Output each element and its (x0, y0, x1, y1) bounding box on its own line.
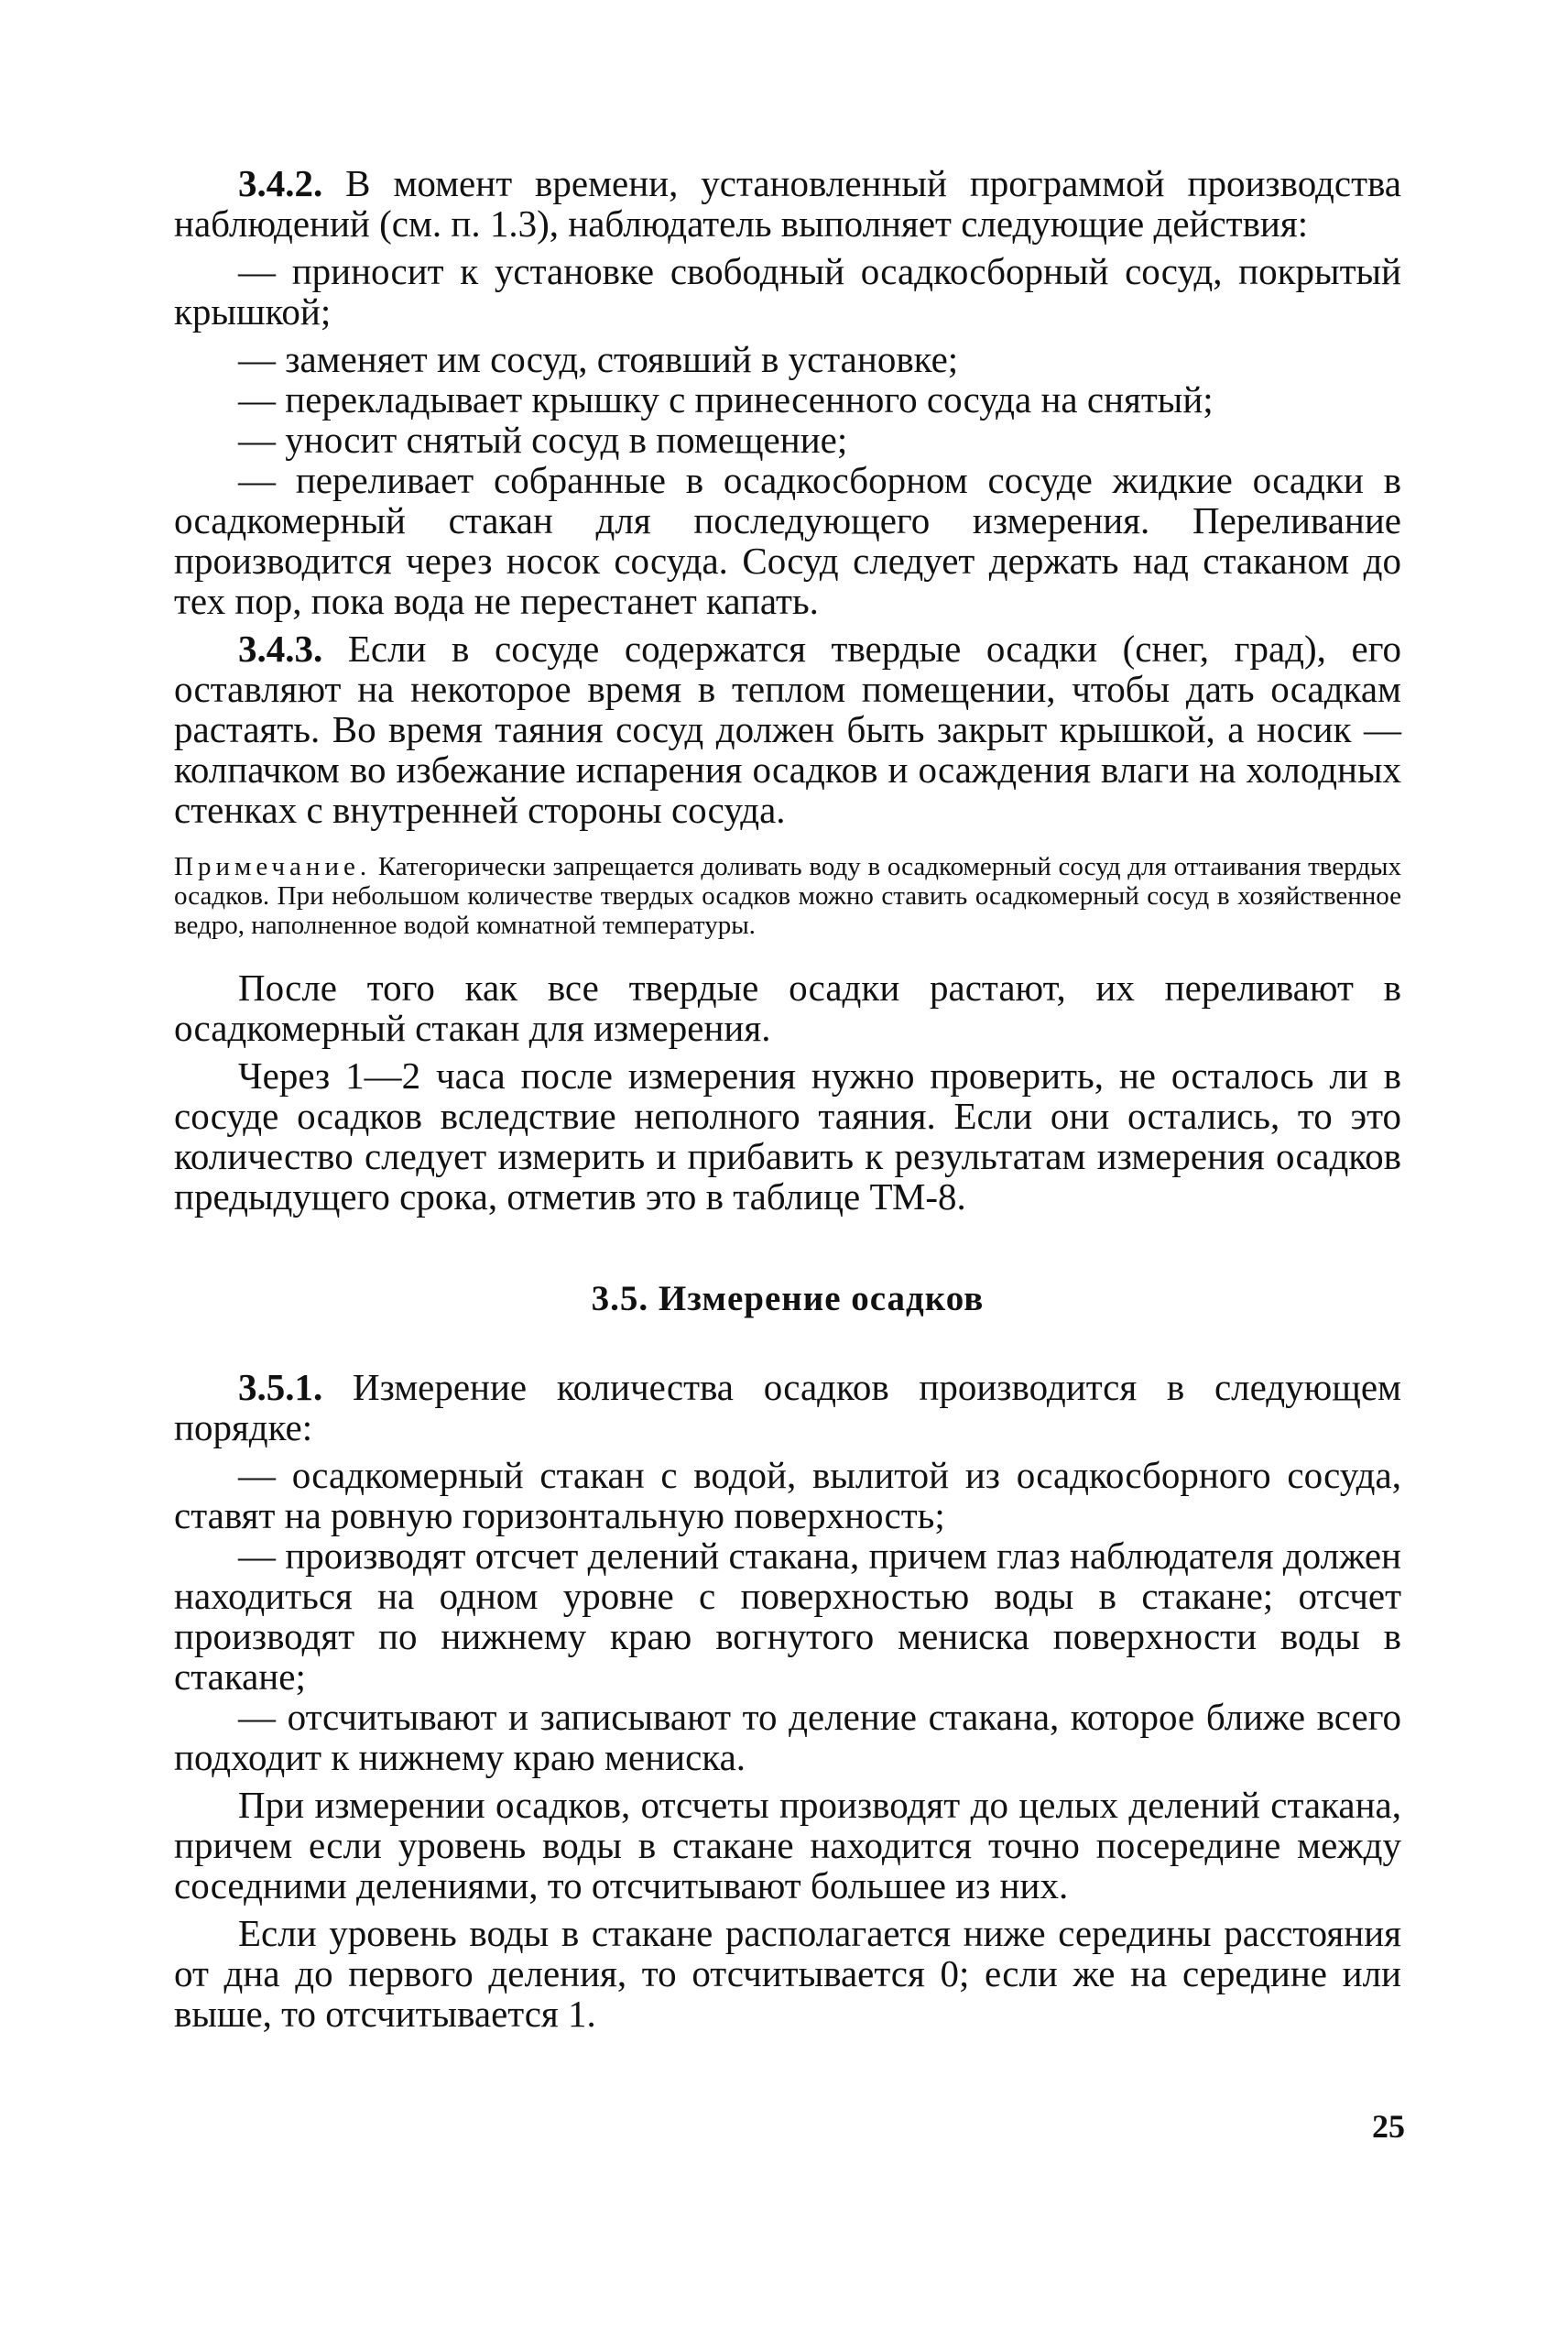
page-number: 25 (1372, 2108, 1405, 2145)
paragraph-3-4-3 (174, 628, 1401, 830)
document-page (174, 163, 1401, 2034)
paragraph-3-5-1 (174, 1367, 1401, 1448)
paragraph-zero: Если уровень воды в стакане располагается ниже середины расстояния от дна до первого деления, то отсчитывается 0; если же на середине или выше, то отсчитывается 1. (174, 1912, 1401, 2035)
list-item: — переливает собранные в осадкосборном сосуде жидкие осадки в осадкомерный стакан для последующего измерения. Переливание производится через носок сосуда. Сосуд следует держать над стаканом до тех пор, пока вода не перестанет капать. (174, 459, 1401, 622)
list-item: — заменяет им сосуд, стоявший в установке; (238, 338, 959, 380)
list-item: — производят отсчет делений стакана, причем глаз наблюдателя должен находиться на одном уровне с поверхностью воды в стакане; отсчет производят по нижнему краю вогнутого мениска поверхности воды в стакане; (174, 1535, 1401, 1698)
clause-text-3-5-1: Измерение количества осадков производится в следующем порядке: (174, 1366, 1401, 1448)
list-item: — уносит снятый сосуд в помещение; (238, 419, 848, 461)
clause-number-3-4-3: 3.4.3. (238, 628, 323, 670)
clause-text-3-4-2: В момент времени, установленный программой производства наблюдений (см. п. 1.3), наблюдатель выполняет следующие действия: (174, 162, 1401, 245)
list-item: — отсчитывают и записывают то деление стакана, которое ближе всего подходит к нижнему краю мениска. (174, 1696, 1401, 1778)
paragraph-rounding: При измерении осадков, отсчеты производят до целых делений стакана, причем если уровень воды в стакане находится точно посередине между соседними делениями, то отсчитывают большее из них. (174, 1784, 1401, 1906)
clause-number-3-5-1: 3.5.1. (238, 1366, 323, 1408)
note-label: Примечание. (174, 852, 372, 881)
note-text: Категорически запрещается доливать воду в осадкомерный сосуд для оттаивания твердых осадков. При небольшом количестве твердых осадков можно ставить осадкомерный сосуд в хозяйственное ведро, наполненное водой комнатной температуры. (174, 852, 1401, 940)
list-item: — осадкомерный стакан с водой, вылитой из осадкосборного сосуда, ставят на ровную горизонтальную поверхность; (174, 1454, 1401, 1536)
paragraph-3-4-2 (174, 163, 1401, 244)
footnote-note (174, 852, 1401, 940)
clause-text-3-4-3: Если в сосуде содержатся твердые осадки (снег, град), его оставляют на некоторое время в теплом помещении, чтобы дать осадкам растаять. Во время таяния сосуд должен быть закрыт крышкой, а носик — колпачком во избежание испарения осадков и осаждения влаги на холодных стенках с внутренней стороны сосуда. (174, 628, 1401, 831)
paragraph-check: Через 1—2 часа после измерения нужно проверить, не осталось ли в сосуде осадков вследствие неполного таяния. Если они остались, то это количество следует измерить и прибавить к результатам измерения осадков предыдущего срока, отметив это в таблице ТМ-8. (174, 1054, 1401, 1218)
section-heading: 3.5. Измерение осадков (591, 1279, 985, 1318)
paragraph-after-melt: После того как все твердые осадки растают, их переливают в осадкомерный стакан для измерения. (174, 967, 1401, 1049)
list-item: — приносит к установке свободный осадкосборный сосуд, покрытый крышкой; (174, 250, 1401, 333)
list-item: — перекладывает крышку с принесенного сосуда на снятый; (238, 378, 1214, 421)
clause-number-3-4-2: 3.4.2. (238, 162, 323, 204)
